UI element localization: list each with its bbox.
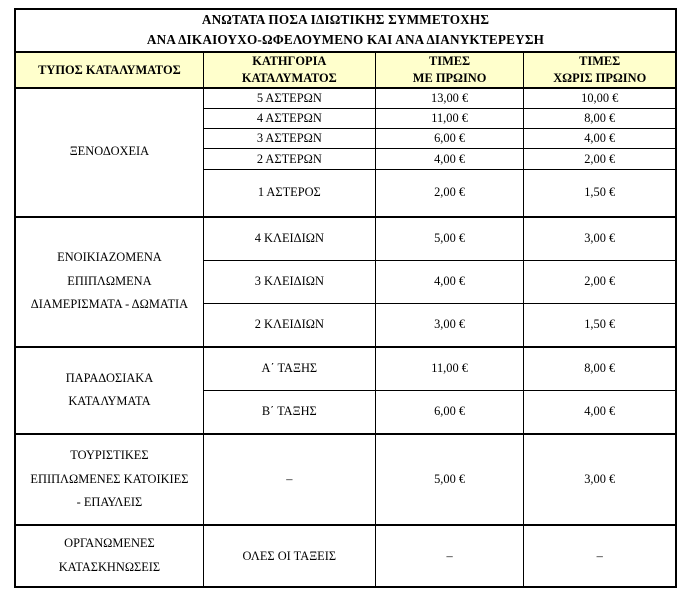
title-row bbox=[15, 9, 676, 52]
column-header-type-line-1: ΤΥΠΟΣ ΚΑΤΑΛΥΜΑΤΟΣ bbox=[38, 62, 181, 77]
column-header-price-without-breakfast bbox=[524, 52, 676, 88]
price-with-breakfast-cell: 11,00 € bbox=[375, 109, 524, 129]
accommodation-type-cell bbox=[15, 88, 203, 217]
accommodation-type-line: ΚΑΤΑΛΥΜΑΤΑ bbox=[68, 394, 151, 409]
category-cell: ΟΛΕΣ ΟΙ ΤΑΞΕΙΣ bbox=[203, 525, 375, 587]
table-body bbox=[15, 88, 676, 587]
category-cell: 5 ΑΣΤΕΡΩΝ bbox=[203, 88, 375, 109]
price-with-breakfast-cell: 5,00 € bbox=[375, 434, 524, 526]
table-row bbox=[15, 88, 676, 109]
category-cell: Β΄ ΤΑΞΗΣ bbox=[203, 390, 375, 434]
price-with-breakfast-cell: 13,00 € bbox=[375, 88, 524, 109]
column-header-type bbox=[15, 52, 203, 88]
category-cell: 4 ΚΛΕΙΔΙΩΝ bbox=[203, 217, 375, 261]
accommodation-type-cell bbox=[15, 217, 203, 347]
price-without-breakfast-cell: 2,00 € bbox=[524, 260, 676, 303]
price-without-breakfast-cell: 8,00 € bbox=[524, 347, 676, 391]
price-with-breakfast-cell: – bbox=[375, 525, 524, 587]
category-cell: 2 ΚΛΕΙΔΙΩΝ bbox=[203, 303, 375, 347]
column-header-price-with-breakfast bbox=[375, 52, 524, 88]
price-with-breakfast-cell: 4,00 € bbox=[375, 260, 524, 303]
price-without-breakfast-cell: 8,00 € bbox=[524, 109, 676, 129]
table-row bbox=[15, 434, 676, 526]
table-title bbox=[15, 9, 676, 52]
price-with-breakfast-cell: 11,00 € bbox=[375, 347, 524, 391]
accommodation-type-line: ΠΑΡΑΔΟΣΙΑΚΑ bbox=[65, 370, 154, 385]
title-line-2: ΑΝΑ ΔΙΚΑΙΟΥΧΟ-ΩΦΕΛΟΥΜΕΝΟ ΚΑΙ ΑΝΑ ΔΙΑΝΥΚΤΕΡΕΥΣΗ bbox=[146, 32, 545, 48]
accommodation-type-line: - ΕΠΑΥΛΕΙΣ bbox=[76, 495, 143, 510]
column-header-category bbox=[203, 52, 375, 88]
column-header-category-line-1: ΚΑΤΗΓΟΡΙΑ bbox=[252, 54, 327, 69]
table-row bbox=[15, 347, 676, 391]
price-with-breakfast-cell: 6,00 € bbox=[375, 390, 524, 434]
category-cell: Α΄ ΤΑΞΗΣ bbox=[203, 347, 375, 391]
category-cell: – bbox=[203, 434, 375, 526]
price-without-breakfast-cell: – bbox=[524, 525, 676, 587]
accommodation-type-line: ΕΝΟΙΚΙΑΖΟΜΕΝΑ bbox=[57, 250, 162, 265]
price-without-breakfast-cell: 2,00 € bbox=[524, 149, 676, 169]
category-cell: 1 ΑΣΤΕΡΟΣ bbox=[203, 169, 375, 217]
price-without-breakfast-cell: 4,00 € bbox=[524, 129, 676, 149]
price-with-breakfast-cell: 4,00 € bbox=[375, 149, 524, 169]
price-with-breakfast-cell: 5,00 € bbox=[375, 217, 524, 261]
title-line-1: ΑΝΩΤΑΤΑ ΠΟΣΑ ΙΔΙΩΤΙΚΗΣ ΣΥΜΜΕΤΟΧΗΣ bbox=[201, 12, 490, 27]
price-with-breakfast-cell: 6,00 € bbox=[375, 129, 524, 149]
price-with-breakfast-cell: 2,00 € bbox=[375, 169, 524, 217]
accommodation-type-line: ΤΟΥΡΙΣΤΙΚΕΣ bbox=[70, 448, 149, 462]
price-without-breakfast-cell: 1,50 € bbox=[524, 169, 676, 217]
column-header-price-without-line-1: ΤΙΜΕΣ bbox=[579, 54, 621, 69]
accommodation-type-line: ΞΕΝΟΔΟΧΕΙΑ bbox=[69, 144, 150, 159]
accommodation-type-line: ΕΠΙΠΛΩΜΕΝΕΣ ΚΑΤΟΙΚΙΕΣ bbox=[30, 471, 189, 486]
column-header-row bbox=[15, 52, 676, 88]
price-with-breakfast-cell: 3,00 € bbox=[375, 303, 524, 347]
accommodation-type-cell bbox=[15, 434, 203, 526]
column-header-category-line-2: ΚΑΤΑΛΥΜΑΤΟΣ bbox=[241, 70, 337, 85]
table-row bbox=[15, 217, 676, 261]
accommodation-type-line: ΚΑΤΑΣΚΗΝΩΣΕΙΣ bbox=[58, 560, 161, 575]
accommodation-type-cell bbox=[15, 525, 203, 587]
category-cell: 3 ΚΛΕΙΔΙΩΝ bbox=[203, 260, 375, 303]
table-row bbox=[15, 525, 676, 587]
accommodation-type-line: ΟΡΓΑΝΩΜΕΝΕΣ bbox=[64, 536, 155, 551]
accommodation-type-cell bbox=[15, 347, 203, 434]
price-without-breakfast-cell: 3,00 € bbox=[524, 217, 676, 261]
category-cell: 2 ΑΣΤΕΡΩΝ bbox=[203, 149, 375, 169]
price-without-breakfast-cell: 10,00 € bbox=[524, 88, 676, 109]
accommodation-type-line: ΕΠΙΠΛΩΜΕΝΑ bbox=[67, 273, 152, 288]
accommodation-price-table bbox=[14, 8, 677, 588]
category-cell: 4 ΑΣΤΕΡΩΝ bbox=[203, 109, 375, 129]
accommodation-type-line: ΔΙΑΜΕΡΙΣΜΑΤΑ - ΔΩΜΑΤΙΑ bbox=[30, 297, 189, 312]
column-header-price-with-line-1: ΤΙΜΕΣ bbox=[429, 54, 471, 69]
table-header bbox=[15, 9, 676, 88]
column-header-price-with-line-2: ΜΕ ΠΡΩΙΝΟ bbox=[412, 70, 487, 85]
category-cell: 3 ΑΣΤΕΡΩΝ bbox=[203, 129, 375, 149]
price-without-breakfast-cell: 1,50 € bbox=[524, 303, 676, 347]
column-header-price-without-line-2: ΧΩΡΙΣ ΠΡΩΙΝΟ bbox=[553, 70, 647, 85]
price-without-breakfast-cell: 4,00 € bbox=[524, 390, 676, 434]
price-without-breakfast-cell: 3,00 € bbox=[524, 434, 676, 526]
